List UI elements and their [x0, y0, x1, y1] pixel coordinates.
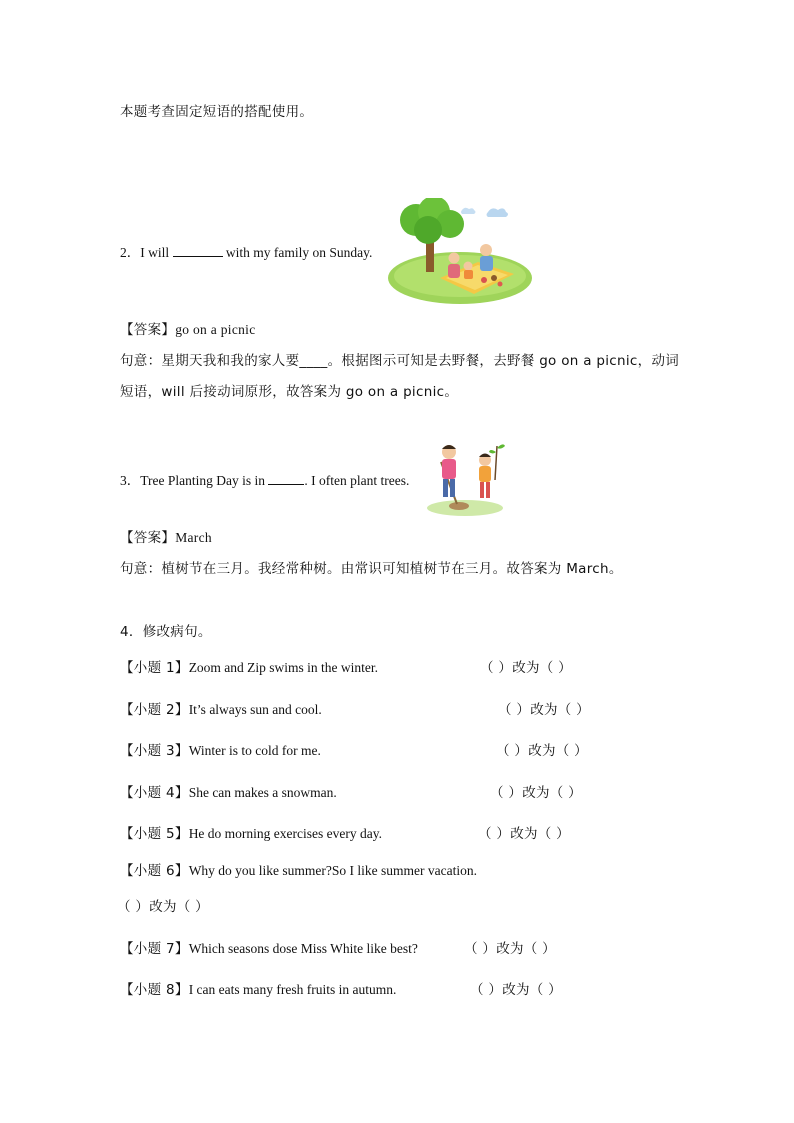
intro-note: 本题考查固定短语的搭配使用。 [120, 104, 314, 120]
sub-question-text: Why do you like summer?So I like summer vacation. [188, 863, 477, 878]
question-2-answer [120, 320, 256, 340]
boy-leg [486, 482, 490, 498]
sapling-stem [495, 446, 497, 480]
tree-foliage [414, 216, 442, 244]
food-icon [491, 275, 497, 281]
answer-blank [173, 243, 223, 257]
cloud-icon [487, 208, 509, 217]
sub-question-text: She can makes a snowman. [188, 785, 337, 800]
answer-text: March [175, 530, 212, 545]
question-3-prefix: 3．Tree Planting Day is in [120, 473, 269, 488]
food-icon [498, 282, 503, 287]
boy-leg [480, 482, 484, 498]
sub-question-tag: 【小题 6】 [120, 863, 189, 879]
father-leg [450, 479, 455, 497]
correction-blanks: （ ）改为（ ） [470, 982, 562, 998]
sub-question-tag: 【小题 3】 [120, 743, 189, 759]
sub-question-2 [120, 700, 322, 720]
sub-question-text: It’s always sun and cool. [188, 702, 322, 717]
answer-blank [268, 471, 304, 485]
father-body [480, 256, 493, 271]
correction-blanks: （ ）改为（ ） [490, 785, 582, 801]
question-2-suffix: with my family on Sunday. [222, 245, 373, 260]
sub-question-tag: 【小题 2】 [120, 702, 189, 718]
correction-blanks: （ ）改为（ ） [496, 743, 588, 759]
question-2-prefix: 2．I will [120, 245, 173, 260]
correction-blanks: （ ）改为（ ） [117, 899, 209, 915]
sub-question-tag: 【小题 4】 [120, 785, 189, 801]
correction-blanks: （ ）改为（ ） [464, 941, 556, 957]
answer-text: go on a picnic [175, 322, 256, 337]
child-head [464, 262, 473, 271]
boy-body [479, 466, 491, 482]
question-3-stem [120, 471, 409, 491]
sub-question-1 [120, 658, 378, 678]
soil-mound [449, 502, 469, 510]
question-4-title: 4．修改病句。 [120, 624, 212, 640]
father-leg [443, 479, 448, 497]
father-body [442, 459, 456, 479]
sub-question-3 [120, 741, 321, 761]
correction-blanks: （ ）改为（ ） [498, 702, 590, 718]
sub-question-text: Zoom and Zip swims in the winter. [188, 660, 379, 675]
picnic-illustration [388, 198, 536, 308]
food-icon [481, 277, 487, 283]
sub-question-tag: 【小题 5】 [120, 826, 189, 842]
child-body [464, 270, 473, 279]
sub-question-text: Winter is to cold for me. [188, 743, 321, 758]
question-2-stem [120, 243, 372, 263]
sub-question-text: I can eats many fresh fruits in autumn. [188, 982, 397, 997]
question-2-explanation-line-1: 句意：星期天我和我的家人要____。根据图示可知是去野餐，去野餐 go on a picnic，动词 [120, 353, 680, 369]
sub-question-6 [120, 861, 477, 881]
correction-blanks: （ ）改为（ ） [478, 826, 570, 842]
father-head [480, 244, 492, 256]
cloud-icon [461, 208, 476, 214]
father-hair [442, 445, 456, 449]
tree-planting-illustration [425, 440, 509, 518]
boy-hair [479, 454, 491, 458]
mother-body [448, 264, 460, 278]
question-2-explanation-line-2: 短语，will 后接动词原形，故答案为 go on a picnic。 [120, 384, 459, 400]
question-3-answer [120, 528, 212, 548]
answer-tag: 【答案】 [120, 530, 176, 546]
question-3-explanation-line-1: 句意：植树节在三月。我经常种树。由常识可知植树节在三月。故答案为 March。 [120, 561, 623, 577]
sub-question-tag: 【小题 1】 [120, 660, 189, 676]
sub-question-tag: 【小题 7】 [120, 941, 189, 957]
sub-question-text: He do morning exercises every day. [188, 826, 382, 841]
sub-question-tag: 【小题 8】 [120, 982, 189, 998]
sub-question-8 [120, 980, 396, 1000]
sub-question-7 [120, 939, 418, 959]
question-3-suffix: . I often plant trees. [304, 473, 410, 488]
answer-tag: 【答案】 [120, 322, 176, 338]
sub-question-text: Which seasons dose Miss White like best? [188, 941, 418, 956]
sub-question-4 [120, 783, 337, 803]
correction-blanks: （ ）改为（ ） [480, 660, 572, 676]
mother-head [449, 253, 460, 264]
sub-question-5 [120, 824, 382, 844]
